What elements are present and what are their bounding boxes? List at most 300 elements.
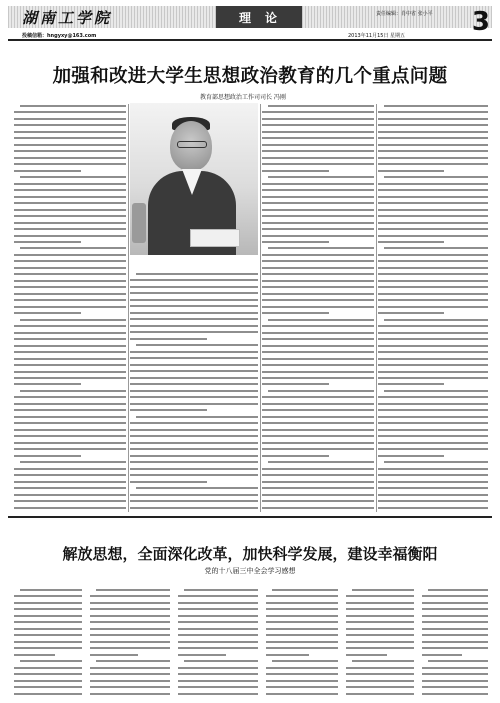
body-text-line — [268, 390, 374, 392]
body-text-line — [262, 364, 374, 366]
body-text-line — [378, 312, 444, 314]
body-text-line — [130, 448, 258, 450]
body-text-line — [130, 442, 258, 444]
body-text-line — [14, 150, 126, 152]
body-text-line — [378, 409, 488, 411]
body-text-line — [262, 137, 374, 139]
body-text-line — [130, 279, 258, 281]
body-text-line — [262, 163, 374, 165]
body-text-line — [346, 641, 414, 643]
body-text-line — [262, 286, 374, 288]
article-body-column-1 — [14, 104, 126, 512]
body-text-line — [268, 247, 374, 249]
body-text-line — [90, 608, 170, 610]
body-text-line — [14, 163, 126, 165]
body-text-line — [130, 390, 258, 392]
body-text-line — [266, 602, 338, 604]
body-text-line — [14, 215, 126, 217]
paper-name: 湖南工学院 — [22, 9, 113, 27]
body-text-line — [14, 595, 82, 597]
body-text-line — [378, 293, 488, 295]
body-text-line — [14, 422, 126, 424]
body-text-line — [90, 673, 170, 675]
body-text-line — [130, 357, 258, 359]
body-text-line — [378, 351, 488, 353]
photo-glasses — [177, 141, 207, 148]
body-text-line — [422, 641, 488, 643]
editors-line: 责任编辑：肖中省 张小平 — [376, 11, 433, 17]
body-text-line — [130, 396, 258, 398]
body-text-line — [20, 390, 126, 392]
body-text-line — [130, 435, 258, 437]
body-text-line — [14, 286, 126, 288]
body-text-line — [90, 595, 170, 597]
body-text-line — [90, 602, 170, 604]
body-text-line — [266, 634, 338, 636]
body-text-line — [422, 686, 488, 688]
body-text-line — [14, 442, 126, 444]
body-text-line — [130, 338, 207, 340]
body-text-line — [90, 647, 170, 649]
body-text-line — [14, 468, 126, 470]
body-text-line — [378, 435, 488, 437]
article2-headline: 解放思想，全面深化改革，加快科学发展，建设幸福衡阳 — [62, 545, 438, 563]
body-text-line — [130, 429, 258, 431]
body-text-line — [14, 157, 126, 159]
body-text-line — [14, 332, 126, 334]
body-text-line — [378, 306, 488, 308]
column-divider — [376, 104, 377, 512]
body-text-line — [130, 461, 258, 463]
body-text-line — [14, 222, 126, 224]
body-text-line — [346, 654, 387, 656]
body-text-line — [428, 589, 488, 591]
body-text-line — [136, 273, 258, 275]
body-text-line — [378, 254, 488, 256]
body-text-line — [262, 150, 374, 152]
body-text-line — [14, 487, 126, 489]
article-byline: 教育部思想政治工作司司长 冯刚 — [200, 94, 286, 101]
article2-subhead: 党的十八届三中全会学习感想 — [204, 567, 296, 575]
body-text-line — [422, 673, 488, 675]
body-text-line — [262, 299, 374, 301]
body-text-line — [130, 481, 207, 483]
body-text-line — [266, 680, 338, 682]
body-text-line — [262, 202, 374, 204]
body-text-line — [90, 621, 170, 623]
body-text-line — [14, 260, 126, 262]
body-text-line — [378, 111, 488, 113]
body-text-line — [422, 628, 488, 630]
body-text-line — [14, 474, 126, 476]
body-text-line — [178, 595, 258, 597]
body-text-line — [346, 615, 414, 617]
body-text-line — [378, 358, 488, 360]
body-text-line — [378, 222, 488, 224]
body-text-line — [96, 660, 170, 662]
body-text-line — [378, 403, 488, 405]
body-text-line — [346, 634, 414, 636]
body-text-line — [14, 306, 126, 308]
body-text-line — [378, 137, 488, 139]
body-text-line — [14, 628, 82, 630]
body-text-line — [384, 176, 488, 178]
body-text-line — [14, 371, 126, 373]
body-text-line — [14, 377, 126, 379]
body-text-line — [378, 377, 488, 379]
body-text-line — [262, 144, 374, 146]
body-text-line — [378, 267, 488, 269]
body-text-line — [384, 319, 488, 321]
body-text-line — [262, 468, 374, 470]
article2-body-column-2 — [90, 588, 170, 698]
body-text-line — [262, 254, 374, 256]
body-text-line — [178, 667, 258, 669]
body-text-line — [90, 654, 138, 656]
body-text-line — [378, 422, 488, 424]
body-text-line — [130, 325, 258, 327]
body-text-line — [262, 338, 374, 340]
body-text-line — [14, 429, 126, 431]
body-text-line — [262, 209, 374, 211]
author-photo — [130, 103, 258, 255]
body-text-line — [378, 235, 488, 237]
body-text-line — [14, 241, 81, 243]
body-text-line — [378, 209, 488, 211]
body-text-line — [90, 667, 170, 669]
body-text-line — [262, 222, 374, 224]
body-text-line — [378, 507, 488, 509]
body-text-line — [14, 338, 126, 340]
body-text-line — [378, 383, 444, 385]
body-text-line — [384, 105, 488, 107]
body-text-line — [20, 589, 82, 591]
body-text-line — [378, 481, 488, 483]
body-text-line — [378, 202, 488, 204]
body-text-line — [262, 435, 374, 437]
body-text-line — [20, 176, 126, 178]
body-text-line — [262, 487, 374, 489]
body-text-line — [352, 660, 414, 662]
body-text-line — [14, 680, 82, 682]
body-text-line — [90, 641, 170, 643]
body-text-line — [178, 693, 258, 695]
body-text-line — [14, 312, 81, 314]
body-text-line — [14, 455, 81, 457]
body-text-line — [262, 189, 374, 191]
body-text-line — [14, 118, 126, 120]
body-text-line — [14, 111, 126, 113]
body-text-line — [90, 615, 170, 617]
body-text-line — [378, 487, 488, 489]
body-text-line — [14, 507, 126, 509]
body-text-line — [96, 589, 170, 591]
body-text-line — [14, 228, 126, 230]
body-text-line — [14, 654, 55, 656]
body-text-line — [178, 602, 258, 604]
photo-nameplate — [190, 229, 240, 247]
body-text-line — [266, 641, 338, 643]
body-text-line — [20, 319, 126, 321]
body-text-line — [90, 628, 170, 630]
body-text-line — [428, 660, 488, 662]
body-text-line — [130, 383, 258, 385]
article2-body-column-6 — [422, 588, 488, 698]
body-text-line — [378, 338, 488, 340]
section-title: 理论 — [216, 6, 302, 28]
masthead-rule — [8, 39, 492, 41]
body-text-line — [422, 667, 488, 669]
body-text-line — [14, 183, 126, 185]
body-text-line — [14, 686, 82, 688]
body-text-line — [378, 189, 488, 191]
body-text-line — [262, 241, 329, 243]
body-text-line — [178, 628, 258, 630]
body-text-line — [378, 429, 488, 431]
body-text-line — [262, 118, 374, 120]
body-text-line — [262, 371, 374, 373]
body-text-line — [178, 641, 258, 643]
body-text-line — [262, 280, 374, 282]
body-text-line — [268, 176, 374, 178]
body-text-line — [20, 461, 126, 463]
body-text-line — [352, 589, 414, 591]
body-text-line — [346, 621, 414, 623]
body-text-line — [14, 615, 82, 617]
body-text-line — [262, 481, 374, 483]
body-text-line — [14, 621, 82, 623]
body-text-line — [130, 455, 258, 457]
body-text-line — [14, 280, 126, 282]
body-text-line — [378, 260, 488, 262]
article2-body-column-3 — [178, 588, 258, 698]
submit-email: 投稿信箱：hngyxy@163.com — [22, 33, 97, 39]
body-text-line — [262, 332, 374, 334]
body-text-line — [14, 673, 82, 675]
body-text-line — [14, 131, 126, 133]
body-text-line — [378, 157, 488, 159]
body-text-line — [266, 608, 338, 610]
body-text-line — [14, 189, 126, 191]
body-text-line — [422, 608, 488, 610]
body-text-line — [262, 215, 374, 217]
body-text-line — [14, 325, 126, 327]
body-text-line — [384, 390, 488, 392]
body-text-line — [378, 299, 488, 301]
body-text-line — [262, 228, 374, 230]
article-separator — [8, 516, 492, 518]
body-text-line — [378, 280, 488, 282]
body-text-line — [346, 667, 414, 669]
body-text-line — [262, 306, 374, 308]
body-text-line — [262, 358, 374, 360]
body-text-line — [262, 131, 374, 133]
body-text-line — [422, 693, 488, 695]
body-text-line — [130, 422, 258, 424]
body-text-line — [262, 377, 374, 379]
body-text-line — [178, 608, 258, 610]
body-text-line — [378, 468, 488, 470]
body-text-line — [14, 209, 126, 211]
body-text-line — [14, 351, 126, 353]
body-text-line — [90, 693, 170, 695]
body-text-line — [268, 105, 374, 107]
body-text-line — [346, 608, 414, 610]
body-text-line — [178, 673, 258, 675]
body-text-line — [130, 507, 258, 509]
body-text-line — [14, 667, 82, 669]
article2-body-column-5 — [346, 588, 414, 698]
body-text-line — [130, 286, 258, 288]
body-text-line — [14, 494, 126, 496]
body-text-line — [378, 455, 444, 457]
body-text-line — [14, 608, 82, 610]
body-text-line — [178, 647, 258, 649]
body-text-line — [178, 686, 258, 688]
body-text-line — [262, 111, 374, 113]
body-text-line — [178, 654, 226, 656]
body-text-line — [262, 494, 374, 496]
body-text-line — [14, 448, 126, 450]
column-divider — [128, 104, 129, 512]
body-text-line — [378, 273, 488, 275]
body-text-line — [378, 442, 488, 444]
body-text-line — [346, 602, 414, 604]
body-text-line — [14, 641, 82, 643]
body-text-line — [14, 481, 126, 483]
body-text-line — [14, 345, 126, 347]
body-text-line — [262, 260, 374, 262]
body-text-line — [378, 196, 488, 198]
body-text-line — [346, 628, 414, 630]
body-text-line — [422, 621, 488, 623]
body-text-line — [184, 660, 258, 662]
body-text-line — [262, 474, 374, 476]
body-text-line — [378, 500, 488, 502]
body-text-line — [130, 305, 258, 307]
body-text-line — [14, 634, 82, 636]
body-text-line — [14, 235, 126, 237]
body-text-line — [262, 235, 374, 237]
body-text-line — [262, 124, 374, 126]
body-text-line — [130, 292, 258, 294]
body-text-line — [262, 455, 329, 457]
body-text-line — [130, 403, 258, 405]
body-text-line — [130, 370, 258, 372]
article2-body-column-1 — [14, 588, 82, 698]
body-text-line — [14, 137, 126, 139]
body-text-line — [378, 215, 488, 217]
body-text-line — [346, 595, 414, 597]
article-body-column-2-lower — [130, 272, 258, 512]
body-text-line — [272, 589, 338, 591]
article-headline: 加强和改进大学生思想政治教育的几个重点问题 — [52, 66, 448, 87]
body-text-line — [262, 448, 374, 450]
body-text-line — [178, 615, 258, 617]
body-text-line — [262, 273, 374, 275]
body-text-line — [14, 403, 126, 405]
body-text-line — [136, 416, 258, 418]
body-text-line — [346, 680, 414, 682]
body-text-line — [262, 507, 374, 509]
body-text-line — [130, 377, 258, 379]
body-text-line — [130, 318, 258, 320]
body-text-line — [346, 686, 414, 688]
body-text-line — [14, 409, 126, 411]
body-text-line — [14, 170, 81, 172]
body-text-line — [90, 634, 170, 636]
body-text-line — [184, 589, 258, 591]
body-text-line — [378, 183, 488, 185]
body-text-line — [268, 319, 374, 321]
body-text-line — [262, 170, 329, 172]
body-text-line — [14, 273, 126, 275]
body-text-line — [262, 383, 329, 385]
body-text-line — [262, 345, 374, 347]
body-text-line — [378, 124, 488, 126]
column-divider — [260, 104, 261, 512]
body-text-line — [14, 144, 126, 146]
body-text-line — [266, 595, 338, 597]
photo-microphone — [132, 203, 146, 243]
body-text-line — [262, 416, 374, 418]
body-text-line — [422, 647, 488, 649]
body-text-line — [262, 351, 374, 353]
body-text-line — [14, 358, 126, 360]
body-text-line — [378, 345, 488, 347]
body-text-line — [378, 494, 488, 496]
body-text-line — [346, 673, 414, 675]
body-text-line — [130, 351, 258, 353]
body-text-line — [130, 474, 258, 476]
body-text-line — [14, 396, 126, 398]
body-text-line — [378, 163, 488, 165]
body-text-line — [14, 124, 126, 126]
body-text-line — [130, 409, 207, 411]
body-text-line — [178, 680, 258, 682]
body-text-line — [378, 131, 488, 133]
body-text-line — [266, 667, 338, 669]
body-text-line — [14, 299, 126, 301]
body-text-line — [378, 371, 488, 373]
body-text-line — [14, 267, 126, 269]
body-text-line — [262, 409, 374, 411]
body-text-line — [178, 634, 258, 636]
body-text-line — [378, 364, 488, 366]
body-text-line — [346, 693, 414, 695]
body-text-line — [14, 383, 81, 385]
body-text-line — [378, 150, 488, 152]
body-text-line — [130, 312, 258, 314]
body-text-line — [346, 647, 414, 649]
body-text-line — [422, 595, 488, 597]
body-text-line — [262, 157, 374, 159]
body-text-line — [378, 228, 488, 230]
body-text-line — [130, 500, 258, 502]
body-text-line — [262, 422, 374, 424]
body-text-line — [378, 325, 488, 327]
body-text-line — [262, 312, 329, 314]
body-text-line — [262, 429, 374, 431]
body-text-line — [378, 286, 488, 288]
body-text-line — [262, 396, 374, 398]
body-text-line — [14, 364, 126, 366]
body-text-line — [14, 435, 126, 437]
body-text-line — [136, 487, 258, 489]
body-text-line — [378, 416, 488, 418]
body-text-line — [262, 500, 374, 502]
issue-date: 2013年11月15日 星期五 — [348, 33, 406, 39]
